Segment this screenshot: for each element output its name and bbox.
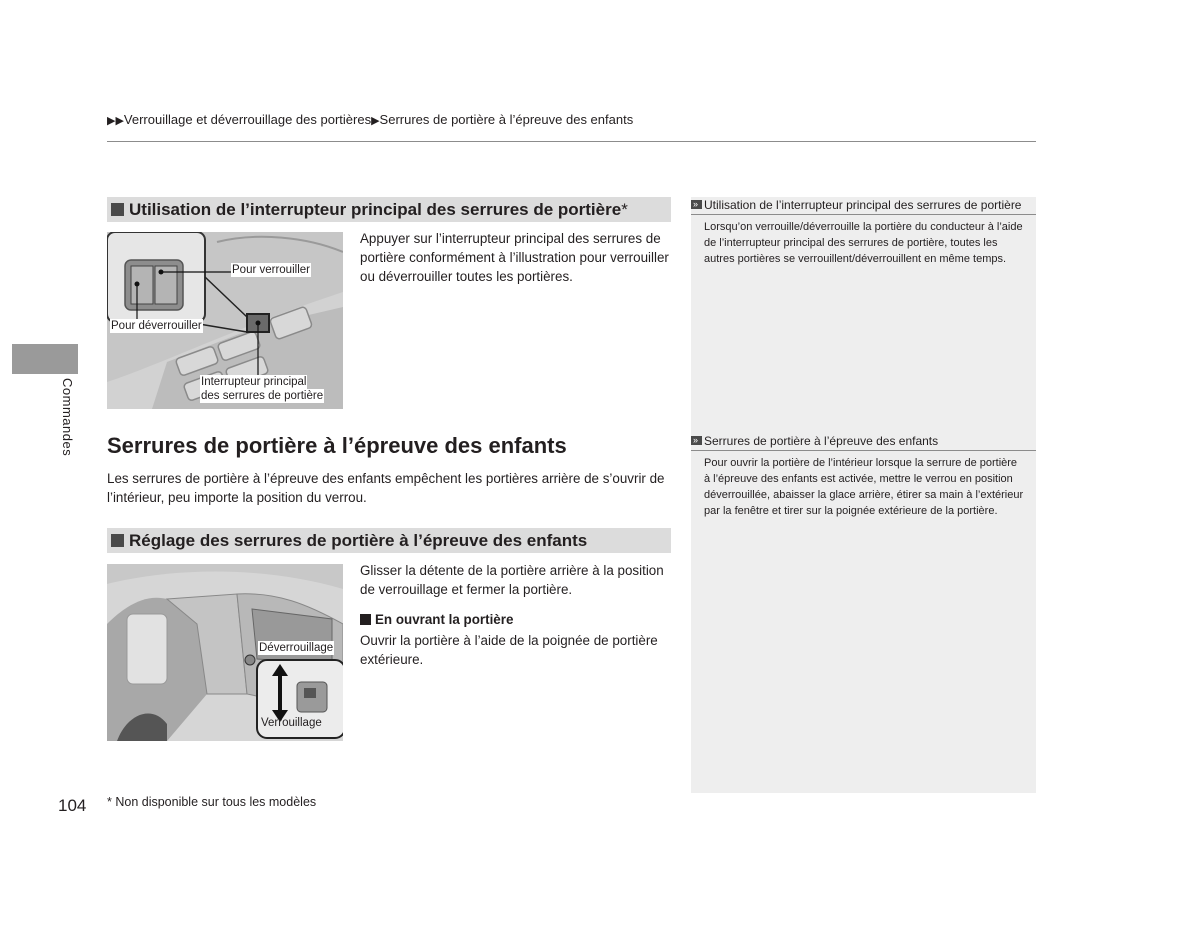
arrow-icon: ▶▶	[107, 115, 124, 127]
note-icon	[691, 436, 702, 445]
note-body-master-switch: Lorsqu’on verrouille/déverrouille la portière du conducteur à l’aide de l’interrupteur principal des serrures de portière, toutes les autres portières se verrouillent/déverrouillent en même temps.	[704, 221, 1023, 265]
opening-door-body: Ouvrir la portière à l’aide de la poignée de portière extérieure.	[360, 633, 658, 667]
square-icon	[360, 614, 371, 625]
callout-lock: Pour verrouiller	[232, 264, 310, 276]
child-lock-figure	[107, 564, 343, 741]
note-title-child-locks	[691, 434, 938, 448]
chapter-label: Commandes	[60, 378, 75, 457]
square-icon	[111, 203, 124, 216]
asterisk: *	[621, 200, 628, 219]
square-icon	[111, 534, 124, 547]
note-title-text: Utilisation de l’interrupteur principal des serrures de portière	[704, 198, 1022, 212]
section-heading-setting	[107, 528, 671, 553]
note-icon	[691, 200, 702, 209]
callout-switch-line1: Interrupteur principal	[201, 376, 307, 388]
opening-door-heading	[360, 612, 513, 627]
page-number: 104	[58, 796, 87, 815]
callout-switch-line2: des serrures de portière	[201, 390, 324, 402]
opening-door-heading-text: En ouvrant la portière	[375, 612, 514, 627]
section-heading-text: Réglage des serrures de portière à l’épreuve des enfants	[129, 531, 588, 550]
note-title-master-switch	[691, 198, 1021, 212]
note-title-text: Serrures de portière à l’épreuve des enfants	[704, 434, 939, 448]
breadcrumb	[107, 112, 633, 127]
breadcrumb-part2: Serrures de portière à l’épreuve des enfants	[379, 112, 634, 127]
footnote: * Non disponible sur tous les modèles	[107, 795, 317, 809]
section-heading-master-switch	[107, 197, 671, 222]
master-switch-body: Appuyer sur l’interrupteur principal des serrures de portière conformément à l’illustration pour verrouiller ou déverrouiller toutes les portières.	[360, 231, 669, 284]
header-rule	[107, 141, 1036, 142]
note-rule	[691, 450, 1036, 451]
master-switch-figure	[107, 232, 343, 409]
note-body-child-locks: Pour ouvrir la portière de l’intérieur lorsque la serrure de portière à l’épreuve des enfants est activée, mettre le verrou en position déverrouillée, abaisser la glace arrière, étirer sa main à l’extérieur par la fenêtre et tirer sur la poignée extérieure de la portière.	[704, 457, 1024, 517]
chapter-tab	[12, 344, 78, 374]
section-title-child-locks: Serrures de portière à l’épreuve des enfants	[107, 433, 567, 458]
breadcrumb-part1: Verrouillage et déverrouillage des portières	[123, 112, 372, 127]
arrow-icon: ▶	[371, 115, 380, 127]
callout-unlocking: Déverrouillage	[259, 642, 334, 654]
child-lock-body: Glisser la détente de la portière arrière à la position de verrouillage et fermer la portière.	[360, 563, 664, 597]
callout-locking: Verrouillage	[261, 717, 322, 729]
child-locks-intro: Les serrures de portière à l’épreuve des enfants empêchent les portières arrière de s’ouvrir de l’intérieur, peu importe la position du verrou.	[107, 471, 665, 505]
note-rule	[691, 214, 1036, 215]
section-heading-text: Utilisation de l’interrupteur principal des serrures de portière	[129, 200, 622, 219]
callout-unlock: Pour déverrouiller	[111, 320, 202, 332]
